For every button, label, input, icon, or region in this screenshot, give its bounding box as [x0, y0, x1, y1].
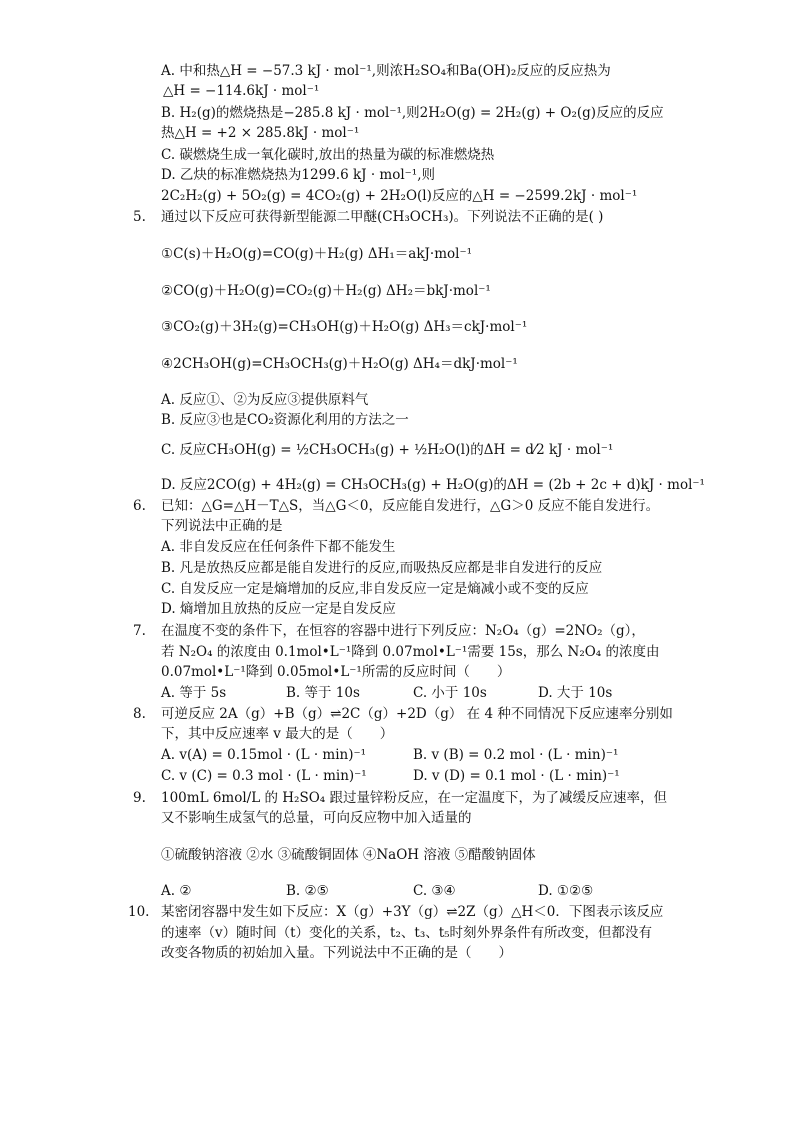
q7-stem-line2: 若 N₂O₄ 的浓度由 0.1mol•L⁻¹降到 0.07mol•L⁻¹需要 15s，那么 N₂O₄ 的浓度由 [161, 644, 660, 660]
q8-stem-line1: 可逆反应 2A（g）+B（g）⇌2C（g）+2D（g） 在 4 种不同情况下反应速率分别如 [161, 706, 673, 722]
q9-stem-line2: 又不影响生成氢气的总量，可向反应物中加入适量的 [161, 810, 472, 826]
q7-option-c: C. 小于 10s [413, 685, 487, 701]
q9-option-a: A. ② [161, 883, 192, 899]
q5-reaction-3: ③CO₂(g)＋3H₂(g)=CH₃OH(g)＋H₂O(g) ΔH₃＝ckJ·mol⁻¹ [161, 319, 528, 335]
q7-number: 7. [133, 623, 146, 639]
q4-option-a-line1: A. 中和热△H = −57.3 kJ · mol⁻¹,则浓H₂SO₄和Ba(OH)₂反应的反应热为 [161, 63, 611, 79]
q10-stem-line1: 某密闭容器中发生如下反应：X（g）+3Y（g）⇌2Z（g）△H＜0．下图表示该反应 [161, 904, 664, 920]
q9-number: 9. [133, 790, 146, 806]
q6-stem-line1: 已知：△G=△H－T△S，当△G＜0，反应能自发进行，△G＞0 反应不能自发进行。 [161, 498, 660, 514]
q8-option-d: D. v (D) = 0.1 mol · (L · min)⁻¹ [413, 768, 620, 784]
q4-option-c: C. 碳燃烧生成一氧化碳时,放出的热量为碳的标准燃烧热 [161, 147, 495, 163]
q8-option-a: A. v(A) = 0.15mol · (L · min)⁻¹ [161, 747, 367, 763]
q9-stem-line1: 100mL 6mol/L 的 H₂SO₄ 跟过量锌粉反应，在一定温度下，为了减缓反应速率，但 [161, 790, 667, 806]
q5-reaction-2: ②CO(g)＋H₂O(g)=CO₂(g)＋H₂(g) ΔH₂＝bkJ·mol⁻¹ [161, 283, 491, 299]
q6-stem-line2: 下列说法中正确的是 [161, 518, 283, 534]
q5-option-c: C. 反应CH₃OH(g) = ½CH₃OCH₃(g) + ½H₂O(l)的ΔH = d⁄2 kJ · mol⁻¹ [161, 442, 614, 458]
q6-option-c: C. 自发反应一定是熵增加的反应,非自发反应一定是熵减小或不变的反应 [161, 581, 589, 597]
q5-reaction-1: ①C(s)＋H₂O(g)=CO(g)＋H₂(g) ΔH₁＝akJ·mol⁻¹ [161, 246, 473, 262]
q6-option-a: A. 非自发反应在任何条件下都不能发生 [161, 539, 396, 555]
q10-stem-line2: 的速率（v）随时间（t）变化的关系，t₂、t₃、t₅时刻外界条件有所改变，但都没有 [161, 925, 653, 941]
q8-option-c: C. v (C) = 0.3 mol · (L · min)⁻¹ [161, 768, 367, 784]
q8-number: 8. [133, 706, 146, 722]
q4-option-d-line1: D. 乙炔的标准燃烧热为1299.6 kJ · mol⁻¹,则 [161, 167, 435, 183]
q10-stem-line3: 改变各物质的初始加入量。下列说法中不正确的是（ ） [161, 945, 512, 961]
q5-stem: 通过以下反应可获得新型能源二甲醚(CH₃OCH₃)。下列说法不正确的是( ) [161, 209, 604, 225]
q4-option-a-line2: △H = −114.6kJ · mol⁻¹ [163, 83, 320, 99]
q4-option-b-line1: B. H₂(g)的燃烧热是−285.8 kJ · mol⁻¹,则2H₂O(g) = 2H₂(g) + O₂(g)反应的反应 [161, 105, 664, 121]
q7-option-b: B. 等于 10s [286, 685, 360, 701]
q6-option-d: D. 熵增加且放热的反应一定是自发反应 [161, 601, 396, 617]
q10-number: 10. [128, 904, 150, 920]
q5-reaction-4: ④2CH₃OH(g)=CH₃OCH₃(g)＋H₂O(g) ΔH₄＝dkJ·mol⁻¹ [161, 356, 518, 372]
q5-option-d: D. 反应2CO(g) + 4H₂(g) = CH₃OCH₃(g) + H₂O(g)的ΔH = (2b + 2c + d)kJ · mol⁻¹ [161, 477, 705, 493]
q8-stem-line2: 下，其中反应速率 v 最大的是（ ） [161, 726, 394, 742]
q7-stem-line1: 在温度不变的条件下，在恒容的容器中进行下列反应：N₂O₄（g）=2NO₂（g）， [161, 623, 645, 639]
q9-option-d: D. ①②⑤ [538, 883, 594, 899]
q7-option-a: A. 等于 5s [161, 685, 227, 701]
q6-option-b: B. 凡是放热反应都是能自发进行的反应,而吸热反应都是非自发进行的反应 [161, 560, 603, 576]
q5-option-a: A. 反应①、②为反应③提供原料气 [161, 392, 369, 408]
q5-option-b: B. 反应③也是CO₂资源化利用的方法之一 [161, 412, 409, 428]
q9-option-c: C. ③④ [413, 883, 456, 899]
q9-substance-list: ①硫酸钠溶液 ②水 ③硫酸铜固体 ④NaOH 溶液 ⑤醋酸钠固体 [161, 847, 536, 863]
q9-option-b: B. ②⑤ [286, 883, 329, 899]
q6-number: 6. [133, 498, 146, 514]
q4-option-d-line2: 2C₂H₂(g) + 5O₂(g) = 4CO₂(g) + 2H₂O(l)反应的△H = −2599.2kJ · mol⁻¹ [161, 188, 638, 204]
q7-stem-line3: 0.07mol•L⁻¹降到 0.05mol•L⁻¹所需的反应时间（ ） [161, 664, 511, 680]
q4-option-b-line2: 热△H = +2 × 285.8kJ · mol⁻¹ [161, 125, 360, 141]
q7-option-d: D. 大于 10s [538, 685, 613, 701]
q8-option-b: B. v (B) = 0.2 mol · (L · min)⁻¹ [413, 747, 619, 763]
q5-number: 5. [133, 209, 146, 225]
